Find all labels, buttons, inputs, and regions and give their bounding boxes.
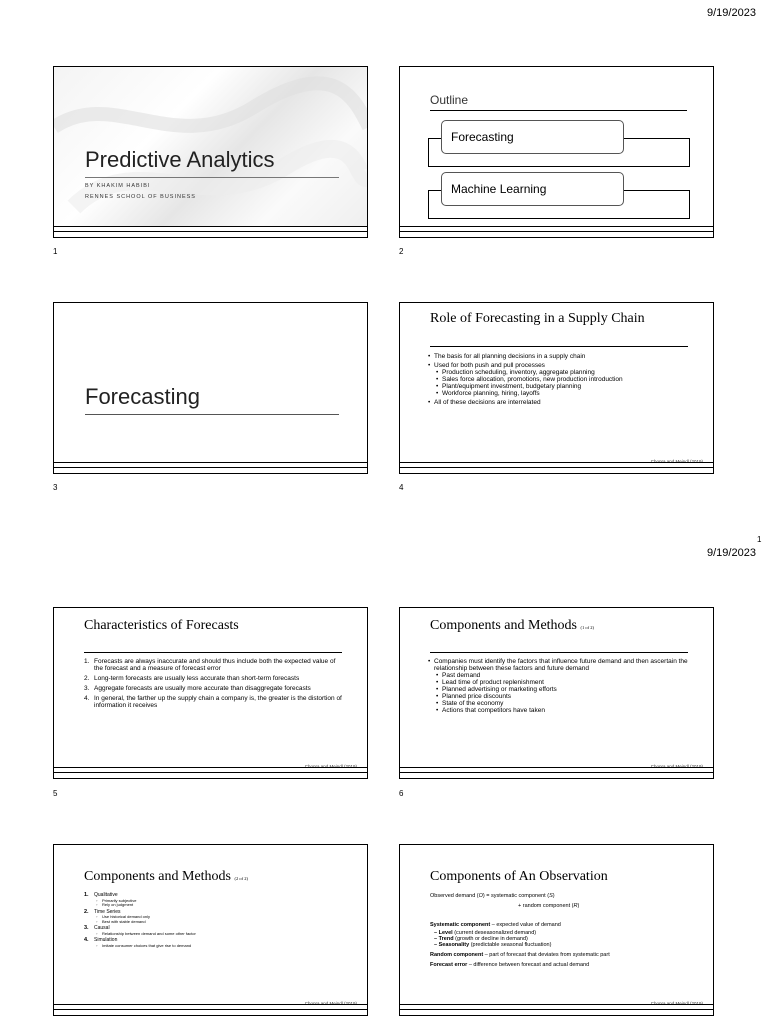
dash: –	[434, 942, 438, 949]
outline-item-label: Machine Learning	[451, 182, 547, 196]
slide-footer	[54, 462, 367, 473]
bullet-item: • The basis for all planning decisions in a supply chain	[428, 353, 695, 360]
slide-title: Components of An Observation	[430, 869, 608, 884]
sub-bullet-item: • Planned advertising or marketing efforts	[428, 686, 695, 693]
slide-footer	[400, 226, 713, 237]
term: Level	[438, 929, 453, 936]
sub-bullet-item: • Plant/equipment investment, budgetary planning	[428, 383, 695, 390]
sub-item: ◦ Use historical demand only	[94, 915, 347, 920]
slide-title: Forecasting	[85, 384, 200, 409]
list-item: 1. Qualitative ◦ Primarily subjective ◦ Rely on judgment	[84, 893, 347, 908]
text: – expected value of demand	[490, 922, 561, 929]
slide-8	[399, 844, 714, 1016]
text: )	[552, 893, 555, 899]
equation-line-2	[430, 903, 693, 910]
slide-1	[53, 66, 368, 238]
list-item-text: Forecasts are always inaccurate and should thus include both the expected value of the forecast and a measure of forecast error	[94, 658, 336, 672]
page-number-mark: 1	[757, 535, 762, 544]
title-rule	[430, 652, 688, 653]
title-rule	[85, 177, 339, 178]
slide-footer	[54, 1004, 367, 1015]
outline-item-2[interactable]	[441, 172, 624, 206]
slide-number: 2	[399, 247, 404, 256]
observation-content	[430, 893, 693, 970]
list-item: 2. Long-term forecasts are usually less accurate than short-term forecasts	[84, 675, 300, 682]
list-item-text: Time Series	[94, 908, 121, 915]
sub-bullet-item: • Workforce planning, hiring, layoffs	[428, 390, 695, 397]
text: )	[577, 903, 580, 910]
title-rule	[430, 346, 688, 347]
list-item: 3. Aggregate forecasts are usually more accurate than disaggregate forecasts	[84, 685, 311, 692]
title-rule	[84, 652, 342, 653]
outline-item-1[interactable]	[441, 120, 624, 154]
slide-6	[399, 607, 714, 779]
term: Seasonality	[438, 942, 470, 949]
list-item: 4. Simulation ◦ Imitate consumer choices that give rise to demand	[84, 938, 347, 948]
sub-item: ◦ Primarily subjective	[94, 899, 347, 904]
outline-item-label: Forecasting	[451, 130, 514, 144]
random-line	[430, 952, 693, 959]
term: Forecast error	[430, 962, 468, 969]
slide-title: Predictive Analytics	[85, 147, 275, 172]
slide-footer	[54, 767, 367, 778]
slide-subtitle-school: RENNES SCHOOL OF BUSINESS	[85, 194, 196, 200]
bullet-item: • All of these decisions are interrelated	[428, 399, 695, 406]
numbered-list	[84, 893, 347, 950]
sub-item: ◦ Rely on judgment	[94, 903, 347, 908]
page-date-mid: 9/19/2023	[707, 547, 756, 559]
symbol-o: O	[478, 893, 483, 899]
slide-footer	[400, 1004, 713, 1015]
text: ) = systematic component (	[482, 893, 550, 899]
systematic-line	[430, 922, 693, 929]
text: + random component (	[518, 903, 574, 910]
slide-number: 5	[53, 789, 58, 798]
slide-4	[399, 302, 714, 474]
text: (predictable seasonal fluctuation)	[469, 942, 552, 949]
title-rule	[430, 110, 687, 111]
title-rule	[85, 414, 339, 415]
slide-title-text: Components and Methods	[84, 869, 231, 884]
term: Random component	[430, 952, 484, 959]
sub-item: ◦ Best with stable demand	[94, 920, 347, 925]
list-item: 1. Forecasts are always inaccurate and should thus include both the expected value of the forecast and a measure of forecast error	[84, 658, 336, 672]
dash: –	[434, 929, 438, 936]
error-line	[430, 962, 693, 969]
symbol-r: R	[573, 903, 578, 910]
text: – difference between forecast and actual demand	[467, 962, 590, 969]
text: Observed demand (	[430, 893, 479, 899]
slide-title-part: (1 of 2)	[580, 625, 594, 630]
page-date-top: 9/19/2023	[707, 7, 756, 19]
sub-bullet-item: • Actions that competitors have taken	[428, 707, 695, 714]
slide-title-text: Components and Methods	[430, 618, 577, 633]
sub-bullet-item: • Lead time of product replenishment	[428, 679, 695, 686]
symbol-s: S	[549, 893, 553, 899]
dash: –	[434, 935, 438, 942]
slide-title	[430, 618, 594, 634]
slide-7	[53, 844, 368, 1016]
sub-bullet-item: • Past demand	[428, 672, 695, 679]
list-item-text: Aggregate forecasts are usually more accurate than disaggregate forecasts	[94, 685, 311, 692]
bullet-list	[428, 658, 695, 714]
sub-bullet-item: • Sales force allocation, promotions, new production introduction	[428, 376, 695, 383]
bullet-list	[428, 353, 695, 406]
seasonality-line	[430, 942, 693, 948]
slide-3	[53, 302, 368, 474]
slide-title: Role of Forecasting in a Supply Chain	[430, 311, 645, 326]
slide-number: 4	[399, 483, 404, 492]
slide-subtitle-author: BY KHAKIM HABIBI	[85, 183, 151, 189]
slide-5	[53, 607, 368, 779]
slide-footer	[400, 767, 713, 778]
sub-item: ◦ Relationship between demand and some other factor	[94, 932, 347, 937]
slide-number: 3	[53, 483, 58, 492]
list-item-text: Qualitative	[94, 892, 118, 898]
numbered-list	[84, 658, 345, 712]
slide-number: 6	[399, 789, 404, 798]
bullet-item: • Used for both push and pull processes	[428, 362, 695, 369]
slide-title: Outline	[430, 93, 469, 107]
sub-bullet-item: • Planned price discounts	[428, 693, 695, 700]
equation-line-1	[430, 893, 693, 900]
text: (growth or decline in demand)	[453, 935, 528, 942]
list-item: 3. Causal ◦ Relationship between demand and some other factor	[84, 926, 347, 936]
slide-number: 1	[53, 247, 58, 256]
list-item: 2. Time Series ◦ Use historical demand only ◦ Best with stable demand	[84, 910, 347, 925]
text: (current deseasonalized demand)	[452, 929, 537, 936]
slide-footer	[400, 462, 713, 473]
list-item: 4. In general, the farther up the supply chain a company is, the greater is the distortion of information it receives	[84, 695, 342, 709]
slide-title: Characteristics of Forecasts	[84, 618, 239, 633]
list-item-text: Causal	[94, 925, 110, 932]
list-item-text: In general, the farther up the supply chain a company is, the greater is the distortion of information it receives	[94, 695, 342, 709]
slide-title-part: (2 of 2)	[234, 876, 248, 881]
text: – part of forecast that deviates from systematic part	[483, 952, 610, 959]
sub-item: ◦ Imitate consumer choices that give rise to demand	[94, 944, 347, 949]
sub-bullet-item: • Production scheduling, inventory, aggregate planning	[428, 369, 695, 376]
slide-title	[84, 869, 248, 885]
term: Systematic component	[430, 922, 491, 929]
list-item-text: Long-term forecasts are usually less accurate than short-term forecasts	[94, 675, 300, 682]
slide-footer	[54, 226, 367, 237]
list-item-text: Simulation	[94, 936, 118, 943]
slide-2	[399, 66, 714, 238]
sub-bullet-item: • State of the economy	[428, 700, 695, 707]
term: Trend	[438, 935, 454, 942]
bullet-item: • Companies must identify the factors that influence future demand and then ascertain the relationship between these factors and future demand	[428, 658, 695, 672]
